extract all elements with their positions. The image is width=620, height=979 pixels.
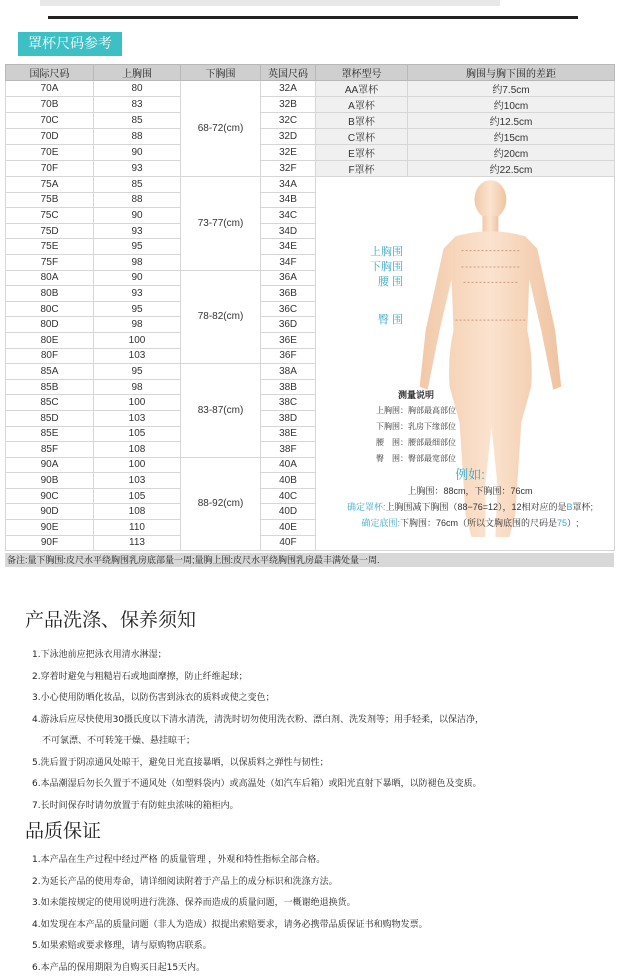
table-cell: 34C [261,208,316,224]
measure-line: 上胸围：胸部最高部位 [376,403,456,419]
table-cell: 90 [94,208,181,224]
table-cell: 34E [261,239,316,255]
table-cell: 34D [261,223,316,239]
table-cell: 38B [261,379,316,395]
example-text: ）; [567,518,579,528]
measure-line: 臀 围：臀部最宽部位 [376,451,456,467]
table-cell: 83 [94,97,181,113]
table-cell: 93 [94,286,181,302]
table-cell: 108 [94,504,181,520]
table-cell: 38C [261,395,316,411]
example-text: 罩杯; [573,502,594,512]
quality-item: 4.如发现在本产品的质量问题（非人为造成）拟提出索赔要求，请务必携带品质保证书和购物发票。 [32,915,428,937]
table-cell: 85F [6,442,94,458]
table-cell: 32A [261,81,316,97]
care-item: 不可氯漂、不可转笼干燥、悬挂晾干； [32,731,484,753]
table-cell: 75F [6,254,94,270]
example-line [320,515,620,531]
column-header: 罩杯型号 [316,65,408,81]
band-range-cell: 88-92(cm) [181,457,261,551]
measure-line: 下胸围：乳房下缘部位 [376,419,456,435]
table-cell: 36B [261,286,316,302]
table-cell: 90C [6,488,94,504]
table-cell: 70D [6,129,94,145]
label-waist: 腰 围 [378,273,403,289]
care-item: 6.本品潮湿后勿长久置于不通风处（如塑料袋内）或高温处（如汽车后箱）或阳光直射下暴晒，以防褪色及变质。 [32,774,484,796]
table-cell: 98 [94,254,181,270]
table-cell: 90F [6,535,94,551]
band-range-cell: 83-87(cm) [181,364,261,458]
table-cell: 103 [94,473,181,489]
table-cell: E罩杯 [316,145,408,161]
table-cell: 85E [6,426,94,442]
table-cell: 40C [261,488,316,504]
table-cell: 70B [6,97,94,113]
table-cell: 80F [6,348,94,364]
example-highlight: B [567,502,573,512]
quality-item: 2.为延长产品的使用寿命，请详细阅读附着于产品上的成分标识和洗涤方法。 [32,872,428,894]
table-cell: 85C [6,395,94,411]
table-cell: 约12.5cm [408,113,615,129]
measure-instructions [376,387,456,467]
care-item: 3.小心使用防晒化妆品，以防伤害到泳衣的质料或使之变色； [32,688,484,710]
label-under-bust: 下胸围 [370,258,403,274]
table-cell: 约22.5cm [408,161,615,177]
table-cell: 32B [261,97,316,113]
table-cell: B罩杯 [316,113,408,129]
table-cell: 38E [261,426,316,442]
cup-size-title: 罩杯尺码参考 [18,32,122,56]
example-label: 确定罩杯: [347,502,386,512]
top-divider [48,16,578,19]
care-list [32,645,484,817]
column-header: 国际尺码 [6,65,94,81]
table-cell: 103 [94,348,181,364]
table-cell: 80A [6,270,94,286]
table-cell: 90D [6,504,94,520]
table-cell: C罩杯 [316,129,408,145]
table-cell: 40A [261,457,316,473]
table-cell: 36D [261,317,316,333]
quality-item: 5.如果索赔或要求修理，请与原购物店联系。 [32,936,428,958]
table-cell: 110 [94,520,181,536]
quality-title: 品质保证 [25,816,101,843]
band-range-cell: 78-82(cm) [181,270,261,364]
table-cell: 90E [6,520,94,536]
example-highlight: 75 [557,518,567,528]
table-cell: 75A [6,177,94,193]
measure-line: 腰 围：腰部最细部位 [376,435,456,451]
care-item: 4.游泳后应尽快使用30摄氏度以下清水清洗，清洗时切勿使用洗衣粉、漂白剂、洗发剂等；用手轻柔，以保洁净， [32,710,484,732]
table-cell: 32D [261,129,316,145]
quality-item: 1.本产品在生产过程中经过严格 的质量管理 ，外观和特性指标全部合格。 [32,850,428,872]
table-cell: AA罩杯 [316,81,408,97]
table-cell: 40B [261,473,316,489]
table-cell: 95 [94,301,181,317]
care-item: 5.洗后置于阴凉通风处晾干，避免日光直接暴晒，以保质料之弹性与韧性； [32,753,484,775]
table-cell: 40D [261,504,316,520]
table-cell: 100 [94,395,181,411]
example-label: 确定底围: [361,518,400,528]
column-header: 下胸围 [181,65,261,81]
table-cell: 88 [94,129,181,145]
care-item: 1.下泳池前应把泳衣用清水淋湿； [32,645,484,667]
table-note: 备注:量下胸围:皮尺水平绕胸围乳房底部量一周;量胸上围:皮尺水平绕胸围乳房最丰满处量一周. [5,553,614,567]
table-cell: 38D [261,410,316,426]
table-cell: 85B [6,379,94,395]
table-cell: 70E [6,145,94,161]
label-hip: 臀 围 [378,311,403,327]
label-upper-bust: 上胸围 [370,243,403,259]
measure-title: 测量说明 [376,387,456,403]
band-range-cell: 68-72(cm) [181,81,261,177]
table-cell: 88 [94,192,181,208]
table-cell: 85 [94,177,181,193]
example-text: 下胸围：76cm（所以文胸底围的尺码是 [400,518,557,528]
example-line [320,499,620,515]
example-line: 上胸围：88cm，下胸围：76cm [320,483,620,499]
table-row [6,113,615,129]
size-table [5,64,615,551]
table-cell: 32C [261,113,316,129]
table-row [6,161,615,177]
table-cell: 34F [261,254,316,270]
table-cell: 80E [6,332,94,348]
example-text: 上胸围减下胸围（88−76=12），12相对应的是 [385,502,566,512]
table-cell: 100 [94,457,181,473]
table-cell: A罩杯 [316,97,408,113]
table-cell: 75D [6,223,94,239]
top-fade-strip [40,0,500,6]
table-cell: 约20cm [408,145,615,161]
table-cell: 98 [94,379,181,395]
table-cell: 70A [6,81,94,97]
quality-item: 6.本产品的保用期限为自购买日起15天内。 [32,958,428,979]
column-header: 胸围与胸下围的差距 [408,65,615,81]
table-cell: 36C [261,301,316,317]
table-cell: 40F [261,535,316,551]
table-cell: 32E [261,145,316,161]
table-cell: 90A [6,457,94,473]
table-cell: 85D [6,410,94,426]
table-cell: 95 [94,239,181,255]
table-row [6,145,615,161]
table-cell: 80D [6,317,94,333]
table-cell: 75E [6,239,94,255]
table-cell: 约15cm [408,129,615,145]
table-row [6,97,615,113]
table-cell: F罩杯 [316,161,408,177]
table-cell: 93 [94,223,181,239]
table-row [6,81,615,97]
table-cell: 100 [94,332,181,348]
table-cell: 34B [261,192,316,208]
table-cell: 95 [94,364,181,380]
table-cell: 80 [94,81,181,97]
table-cell: 93 [94,161,181,177]
table-cell: 103 [94,410,181,426]
example-block [320,467,620,531]
quality-item: 3.如未能按规定的使用说明进行洗涤、保养而造成的质量问题，一概谢绝退换货。 [32,893,428,915]
table-cell: 70F [6,161,94,177]
table-cell: 36F [261,348,316,364]
example-title: 例如: [320,467,620,483]
table-cell: 38A [261,364,316,380]
band-range-cell: 73-77(cm) [181,177,261,271]
table-cell: 75C [6,208,94,224]
table-cell: 85A [6,364,94,380]
table-cell: 85 [94,113,181,129]
care-item: 2.穿着时避免与粗糙岩石或地面摩擦，防止纤维起球； [32,667,484,689]
table-cell: 90 [94,145,181,161]
table-cell: 80C [6,301,94,317]
table-cell: 34A [261,177,316,193]
table-cell: 32F [261,161,316,177]
table-cell: 40E [261,520,316,536]
table-cell: 90B [6,473,94,489]
table-cell: 75B [6,192,94,208]
table-row [6,177,615,193]
table-cell: 80B [6,286,94,302]
table-cell: 38F [261,442,316,458]
body-figure-panel [316,177,615,551]
table-cell: 105 [94,488,181,504]
table-cell: 108 [94,442,181,458]
table-cell: 约7.5cm [408,81,615,97]
care-item: 7.长时间保存时请勿放置于有防蛀虫浓味的箱柜内。 [32,796,484,818]
table-cell: 90 [94,270,181,286]
table-cell: 113 [94,535,181,551]
table-cell: 36E [261,332,316,348]
table-cell: 约10cm [408,97,615,113]
column-header: 英国尺码 [261,65,316,81]
care-title: 产品洗涤、保养须知 [25,605,196,632]
table-cell: 105 [94,426,181,442]
table-cell: 70C [6,113,94,129]
table-row [6,129,615,145]
table-header-row [6,65,615,81]
table-cell: 36A [261,270,316,286]
column-header: 上胸围 [94,65,181,81]
table-cell: 98 [94,317,181,333]
